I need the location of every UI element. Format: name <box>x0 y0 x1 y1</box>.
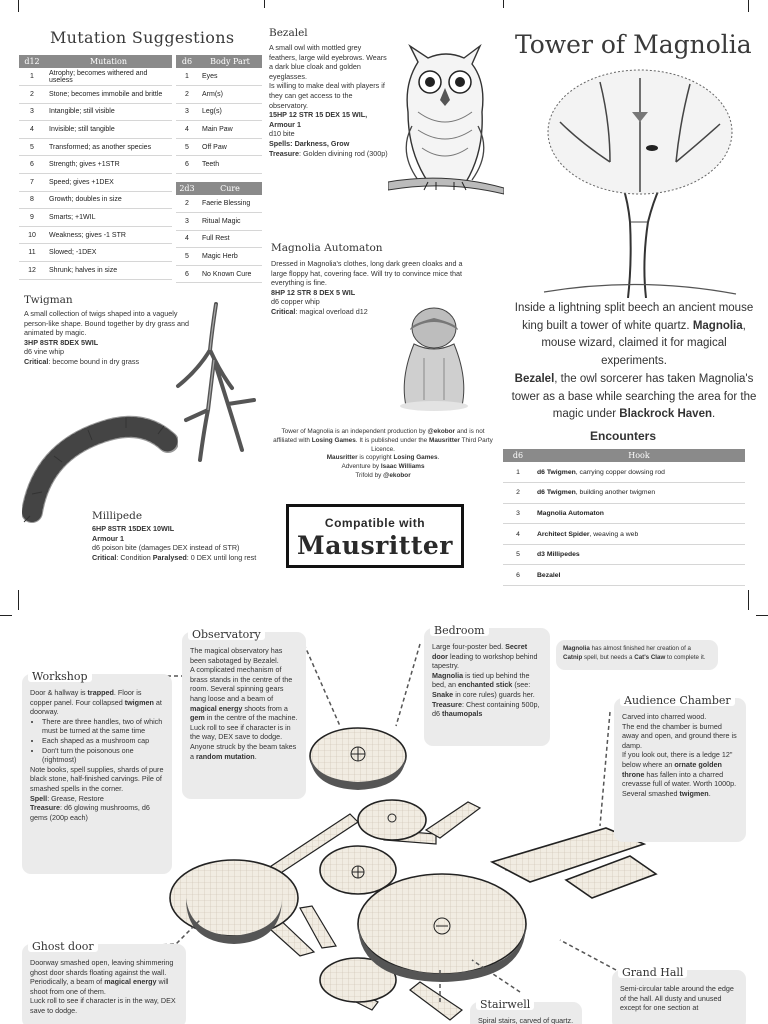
audience-note: Audience Chamber Carved into charred wood. The end the chamber is burned away and open, and ground there is damp. If you look out, there is a ledge 12" below where an ornate golden throne has fallen into a charred crevasse full of water. Worth 1000p. Several smashed twigmen. <box>614 698 746 842</box>
crop-mark <box>503 0 504 8</box>
owl-illustration <box>388 42 504 200</box>
crop-mark <box>748 0 749 12</box>
crop-mark <box>756 615 768 616</box>
table-row <box>176 248 262 266</box>
grand-hall-title: Grand Hall <box>618 968 687 978</box>
magnolia-note: Magnolia has almost finished her creation of a Catnip spell, but needs a Cat's Claw to complete it. <box>556 640 718 670</box>
table-cell: 4 <box>176 121 198 139</box>
table-row <box>176 156 262 174</box>
automaton-name: Magnolia Automaton <box>271 242 383 254</box>
table-row <box>176 213 262 231</box>
automaton-stats: Dressed in Magnolia's clothes, long dark green cloaks and a large floppy hat, covering face. Will try to convince mice that everything is fine. 8HP 12 STR 8 DEX 5 WIL d6 copper whip Critical: magical overload d12 <box>271 259 463 316</box>
workshop-note: Workshop Door & hallway is trapped. Floor is copper panel. Four collapsed twigmen at doorway. • There are three handles, two of which must be turned at the same time • Each shaped as a mushroom cap • Don't turn the poisonous one (rightmost) Note books, spell supplies, shards of pure black stone, half-finished carvings. Pile of smashed spells in the corner. Spell: Grease, Restore Treasure: d6 glowing mushrooms, d6 gems (200p each) <box>22 674 172 874</box>
table-cell: 1 <box>19 68 45 86</box>
crop-mark <box>18 0 19 12</box>
table-cell: 2 <box>176 195 198 213</box>
observatory-note: Observatory The magical observatory has been sabotaged by Bezalel. A complicated mechanism of brass stands in the centre of the room. Several spinning gears hang loose and a beam of magical energy shoots from a gem in the centre of the machine. Luck roll to see if character is in the way, DEX save to dodge. Anyone struck by the beam takes a random mutation. <box>182 632 306 799</box>
table-row <box>176 86 262 104</box>
list-item: • There are three handles, two of which must be turned at the same time <box>42 717 164 736</box>
table-row <box>19 156 172 174</box>
bezalel-stats: A small owl with mottled grey feathers, large wild eyebrows. Wears a dark blue cloak and golden eyeglasses. Is willing to make deal with players if they can get access to the observatory. 15HP 12 STR 15 DEX 15 WIL, Armour 1 d10 bite Spells: Darkness, Grow Treasure: Golden divining rod (300p) <box>269 43 388 158</box>
table-row <box>19 209 172 227</box>
tower-intro: Inside a lightning split beech an ancient mouse king built a tower of white quartz. Magnolia, mouse wizard, claimed it for magical experiments. Bezalel, the owl sorcerer has taken Magnolia's tower as a base while searching the area for the magic under Blackrock Haven. <box>511 302 757 421</box>
table-cell: Teeth <box>198 156 262 174</box>
table-row <box>176 195 262 213</box>
workshop-title: Workshop <box>28 672 92 682</box>
col-header: Cure <box>198 182 262 195</box>
table-cell: Leg(s) <box>198 103 262 121</box>
table-row <box>503 462 745 483</box>
table-cell: 5 <box>176 138 198 156</box>
millipede-illustration <box>22 412 178 524</box>
mutation-table <box>19 55 172 280</box>
mutation-title: Mutation Suggestions <box>50 28 235 47</box>
table-cell: 5 <box>503 544 533 565</box>
mausritter-logo <box>286 504 464 568</box>
table-cell: 3 <box>19 103 45 121</box>
table-cell: Growth; doubles in size <box>45 191 172 209</box>
table-cell: Smarts; +1WIL <box>45 209 172 227</box>
twigman-illustration <box>170 300 264 468</box>
table-cell: 3 <box>503 503 533 524</box>
table-cell: 6 <box>176 156 198 174</box>
ghost-door-note: Ghost door Doorway smashed open, leaving shimmering ghost door shards floating against the wall. Periodically, a beam of magical energy will shoot from one of them. Luck roll to see if character is in the way, DEX save to dodge. <box>22 944 186 1024</box>
table-cell: Ritual Magic <box>198 213 262 231</box>
table-cell: 9 <box>19 209 45 227</box>
bedroom-title: Bedroom <box>430 626 489 636</box>
encounters-table <box>503 449 745 586</box>
table-cell: 4 <box>176 230 198 248</box>
table-cell: 6 <box>176 265 198 283</box>
col-header: Mutation <box>45 55 172 68</box>
table-row <box>503 503 745 524</box>
col-header: Body Part <box>198 55 262 68</box>
table-cell: 2 <box>503 483 533 504</box>
table-cell: 12 <box>19 262 45 280</box>
crop-mark <box>264 0 265 8</box>
table-cell: Eyes <box>198 68 262 86</box>
table-cell: Intangible; still visible <box>45 103 172 121</box>
table-cell: Transformed; as another species <box>45 138 172 156</box>
table-cell: 5 <box>19 138 45 156</box>
table-cell: 2 <box>176 86 198 104</box>
brand-label: Mausritter <box>297 531 453 560</box>
bodypart-table <box>176 55 262 174</box>
table-cell: Weakness; gives -1 STR <box>45 226 172 244</box>
table-cell: Slowed; -1DEX <box>45 244 172 262</box>
table-row <box>176 138 262 156</box>
table-row <box>19 103 172 121</box>
table-cell: 4 <box>503 524 533 545</box>
table-row <box>19 86 172 104</box>
table-row <box>503 544 745 565</box>
crop-mark <box>748 590 749 610</box>
table-cell: No Known Cure <box>198 265 262 283</box>
table-row <box>19 191 172 209</box>
table-row <box>176 230 262 248</box>
encounters-title: Encounters <box>590 429 657 443</box>
compatible-label: Compatible with <box>324 516 426 530</box>
col-header: d12 <box>19 55 45 68</box>
table-row <box>176 265 262 283</box>
table-cell: 8 <box>19 191 45 209</box>
bedroom-note: Bedroom Large four-poster bed. Secret door leading to workshop behind tapestry. Magnolia is tied up behind the bed, an enchanted stick (see: Snake in core rules) guards her. Treasure: Chest containing 500p, d6 thaumopals <box>424 628 550 746</box>
list-item: • Each shaped as a mushroom cap <box>42 736 164 746</box>
table-cell: Architect Spider, weaving a web <box>533 524 745 545</box>
table-cell: Shrunk; halves in size <box>45 262 172 280</box>
table-cell: Arm(s) <box>198 86 262 104</box>
table-cell: Stone; becomes immobile and brittle <box>45 86 172 104</box>
table-cell: d6 Twigmen, building another twigmen <box>533 483 745 504</box>
audience-title: Audience Chamber <box>620 696 735 706</box>
col-header: 2d3 <box>176 182 198 195</box>
table-row <box>503 565 745 586</box>
table-cell: d6 Twigmen, carrying copper dowsing rod <box>533 462 745 483</box>
table-row <box>19 138 172 156</box>
table-cell: 3 <box>176 103 198 121</box>
grand-hall-note: Grand Hall Semi-circular table around the edge of the hall. All dusty and unused except for one section at <box>612 970 746 1024</box>
col-header: d6 <box>176 55 198 68</box>
table-cell: Off Paw <box>198 138 262 156</box>
automaton-illustration <box>384 288 484 412</box>
table-cell: Speed; gives +1DEX <box>45 174 172 192</box>
table-cell: Invisible; still tangible <box>45 121 172 139</box>
table-cell: 6 <box>19 156 45 174</box>
table-cell: 4 <box>19 121 45 139</box>
crop-mark <box>0 615 12 616</box>
col-header: Hook <box>533 449 745 462</box>
table-cell: 11 <box>19 244 45 262</box>
table-cell: Full Rest <box>198 230 262 248</box>
table-row <box>19 244 172 262</box>
table-cell: 6 <box>503 565 533 586</box>
table-cell: Faerie Blessing <box>198 195 262 213</box>
table-row <box>176 103 262 121</box>
table-row <box>19 262 172 280</box>
bezalel-name: Bezalel <box>269 27 308 39</box>
table-cell: 10 <box>19 226 45 244</box>
table-row <box>176 68 262 86</box>
observatory-title: Observatory <box>188 630 265 640</box>
table-cell: 7 <box>19 174 45 192</box>
table-cell: d3 Millipedes <box>533 544 745 565</box>
twigman-name: Twigman <box>24 294 73 306</box>
table-row <box>19 121 172 139</box>
list-item: • Don't turn the poisonous one (rightmost) <box>42 746 164 765</box>
twigman-stats: A small collection of twigs shaped into a vaguely person-like shape. Bound together by dry grass and animated by magic. 3HP 8STR 8DEX 5WIL d6 vine whip Critical: become bound in dry grass <box>24 309 190 366</box>
crop-mark <box>18 590 19 610</box>
ghost-door-title: Ghost door <box>28 942 98 952</box>
beech-tree-illustration <box>540 62 740 298</box>
table-row <box>19 226 172 244</box>
cure-table <box>176 182 262 283</box>
table-row <box>503 483 745 504</box>
col-header: d6 <box>503 449 533 462</box>
table-row <box>176 121 262 139</box>
stairwell-title: Stairwell <box>476 1000 534 1010</box>
table-row <box>503 524 745 545</box>
stairwell-note: Stairwell Spiral stairs, carved of quartz. <box>470 1002 582 1024</box>
table-cell: Main Paw <box>198 121 262 139</box>
table-cell: 5 <box>176 248 198 266</box>
millipede-name: Millipede <box>92 510 143 522</box>
table-cell: Bezalel <box>533 565 745 586</box>
table-cell: 1 <box>176 68 198 86</box>
credits: Tower of Magnolia is an independent production by @ekobor and is not affiliated with Losing Games. It is published under the Mausritter Third Party Licence. Mausritter is copyright Losing Games. Adventure by Isaac Williams Trifold by @ekobor <box>273 428 493 479</box>
table-cell: Strength; gives +1STR <box>45 156 172 174</box>
table-cell: 3 <box>176 213 198 231</box>
tower-title: Tower of Magnolia <box>515 30 752 59</box>
millipede-stats: 6HP 8STR 15DEX 10WIL Armour 1 d6 poison bite (damages DEX instead of STR) Critical: Condition Paralysed: 0 DEX until long rest <box>92 524 257 562</box>
table-cell: Atrophy; becomes withered and useless <box>45 68 172 86</box>
table-cell: Magic Herb <box>198 248 262 266</box>
table-cell: 2 <box>19 86 45 104</box>
table-row <box>19 68 172 86</box>
table-row <box>19 174 172 192</box>
table-cell: 1 <box>503 462 533 483</box>
table-cell: Magnolia Automaton <box>533 503 745 524</box>
